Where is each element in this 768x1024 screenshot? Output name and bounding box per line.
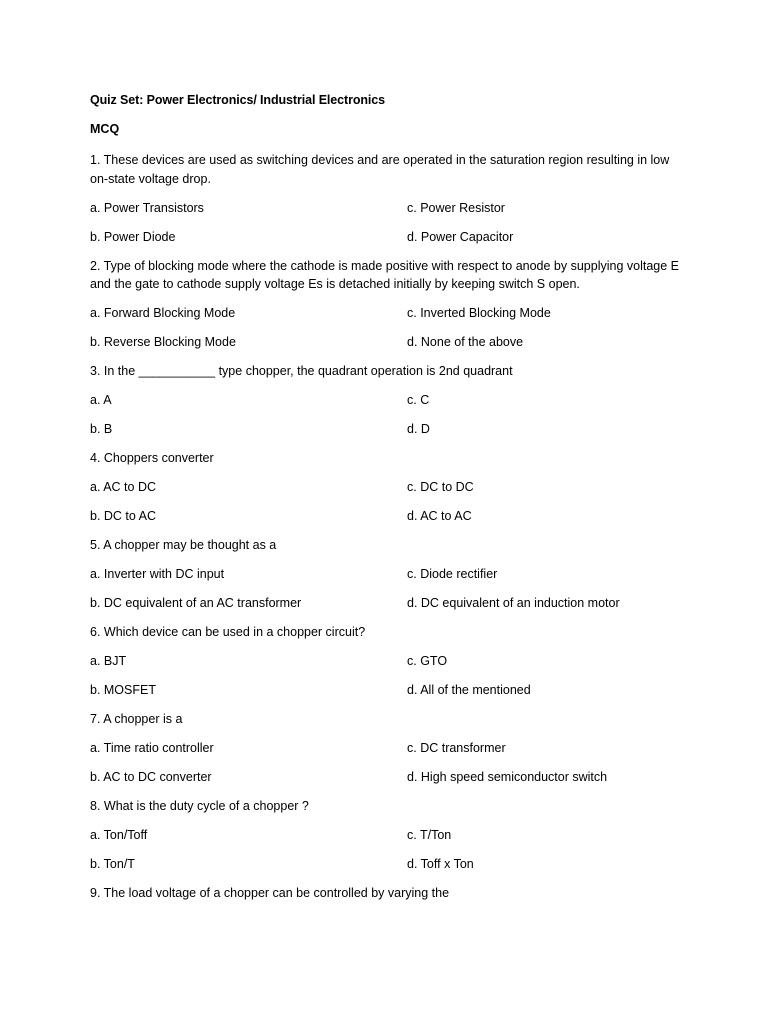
- option-row: [90, 199, 690, 218]
- question-item: [90, 623, 690, 700]
- answer-option: d. All of the mentioned: [407, 683, 531, 697]
- answer-option: b. AC to DC converter: [90, 770, 212, 784]
- option-row: [90, 565, 690, 584]
- answer-option: b. DC equivalent of an AC transformer: [90, 596, 302, 610]
- option-row: [90, 855, 690, 874]
- answer-option: c. DC transformer: [407, 741, 506, 755]
- question-text: 5. A chopper may be thought as a: [90, 538, 277, 552]
- answer-option: a. Ton/Toff: [90, 828, 148, 842]
- answer-option: a. Time ratio controller: [90, 741, 214, 755]
- answer-option: d. None of the above: [407, 335, 524, 349]
- answer-option: a. Inverter with DC input: [90, 567, 225, 581]
- question-item: [90, 257, 690, 353]
- answer-option: a. AC to DC: [90, 480, 156, 494]
- option-row: [90, 826, 690, 845]
- answer-option: c. Inverted Blocking Mode: [407, 306, 551, 320]
- option-row: [90, 228, 690, 247]
- question-item: [90, 884, 690, 903]
- option-row: [90, 304, 690, 323]
- section-heading: MCQ: [90, 122, 120, 136]
- answer-option: a. A: [90, 393, 112, 407]
- question-item: [90, 151, 690, 247]
- option-row: [90, 507, 690, 526]
- answer-option: d. D: [407, 422, 430, 436]
- question-text: 6. Which device can be used in a chopper circuit?: [90, 625, 366, 639]
- answer-option: d. Toff x Ton: [407, 857, 474, 871]
- question-text: 7. A chopper is a: [90, 712, 183, 726]
- answer-option: b. Reverse Blocking Mode: [90, 335, 236, 349]
- question-list: [90, 151, 690, 913]
- answer-option: c. T/Ton: [407, 828, 452, 842]
- answer-option: d. AC to AC: [407, 509, 472, 523]
- option-row: [90, 768, 690, 787]
- answer-option: c. Power Resistor: [407, 200, 505, 215]
- answer-option: a. BJT: [90, 654, 127, 668]
- option-row: [90, 333, 690, 352]
- question-item: [90, 362, 690, 439]
- question-item: [90, 449, 690, 526]
- answer-option: c. GTO: [407, 654, 448, 668]
- answer-option: a. Power Transistors: [90, 200, 204, 215]
- option-row: [90, 681, 690, 700]
- question-text: 1. These devices are used as switching devices and are operated in the saturation region resulting in low on-state voltage drop.: [90, 153, 670, 186]
- answer-option: c. C: [407, 393, 430, 407]
- question-text: 8. What is the duty cycle of a chopper ?: [90, 799, 309, 813]
- answer-option: d. High speed semiconductor switch: [407, 770, 608, 784]
- option-row: [90, 391, 690, 410]
- question-item: [90, 536, 690, 613]
- answer-option: b. B: [90, 422, 113, 436]
- question-text: 3. In the ___________ type chopper, the quadrant operation is 2nd quadrant: [90, 364, 513, 378]
- answer-option: a. Forward Blocking Mode: [90, 306, 236, 320]
- answer-option: d. DC equivalent of an induction motor: [407, 596, 620, 610]
- option-row: [90, 420, 690, 439]
- document-title: Quiz Set: Power Electronics/ Industrial Electronics: [90, 93, 385, 107]
- question-item: [90, 710, 690, 787]
- option-row: [90, 652, 690, 671]
- question-item: [90, 797, 690, 874]
- answer-option: b. DC to AC: [90, 509, 156, 523]
- question-text: 9. The load voltage of a chopper can be controlled by varying the: [90, 886, 450, 900]
- answer-option: c. DC to DC: [407, 480, 474, 494]
- question-text: 2. Type of blocking mode where the cathode is made positive with respect to anode by supplying voltage E and the gate to cathode supply voltage Es is detached initially by keeping switch S open.: [90, 258, 680, 291]
- option-row: [90, 478, 690, 497]
- answer-option: d. Power Capacitor: [407, 229, 514, 244]
- answer-option: b. Power Diode: [90, 229, 176, 244]
- answer-option: c. Diode rectifier: [407, 567, 498, 581]
- answer-option: b. MOSFET: [90, 683, 156, 697]
- answer-option: b. Ton/T: [90, 857, 135, 871]
- question-text: 4. Choppers converter: [90, 451, 214, 465]
- option-row: [90, 594, 690, 613]
- option-row: [90, 739, 690, 758]
